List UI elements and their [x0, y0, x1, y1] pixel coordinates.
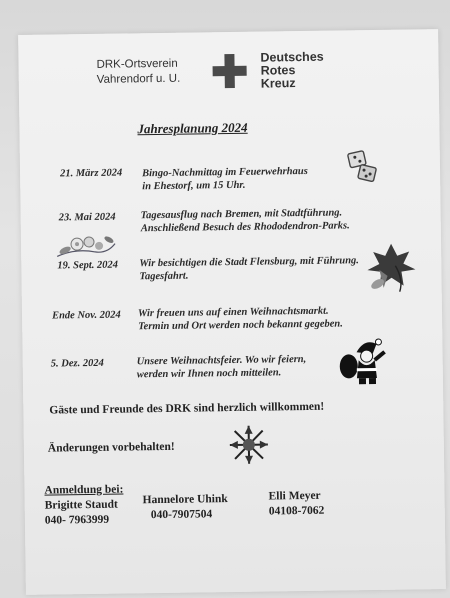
changes-notice: Änderungen vorbehalten! — [47, 440, 175, 455]
dice-icon — [346, 148, 381, 188]
event-line: Unsere Weihnachtsfeier. Wo wir feiern, — [136, 353, 307, 368]
event-line: Wir freuen uns auf einen Weihnachtsmarkt. — [137, 305, 329, 320]
event-date: Ende Nov. 2024 — [51, 309, 121, 322]
contact-elli — [268, 489, 324, 520]
contact-brigitte — [45, 498, 119, 529]
event-description — [142, 165, 308, 193]
snowflake-icon — [228, 423, 271, 466]
event-line: Termin und Ort werden noch bekannt gegeben. — [138, 318, 343, 333]
document-sheet — [18, 29, 446, 595]
event-line: Tagesausflug nach Bremen, mit Stadtführung. — [140, 207, 343, 222]
registration-label: Anmeldung bei: — [44, 483, 124, 497]
event-date: 5. Dez. 2024 — [50, 357, 104, 370]
event-date: 19. Sept. 2024 — [57, 259, 119, 272]
event-line: Wir besichtigen die Stadt Flensburg, mit Führung. — [139, 255, 359, 270]
event-line: in Ehestorf, um 15 Uhr. — [142, 179, 246, 193]
org-line-2: Vahrendorf u. U. — [96, 72, 181, 86]
contact-phone: 04108-7062 — [268, 504, 325, 518]
event-line: Tagesfahrt. — [139, 270, 189, 283]
page-title: Jahresplanung 2024 — [137, 119, 248, 137]
contact-hannelore — [143, 492, 229, 523]
event-line: Anschließend Besuch des Rhododendron-Parks. — [140, 220, 350, 235]
brand-line-2: Rotes — [260, 62, 296, 78]
red-cross-logo-icon — [212, 54, 246, 88]
event-description — [137, 353, 307, 381]
event-date: 21. März 2024 — [59, 167, 123, 180]
event-line: werden wir Ihnen noch mitteilen. — [136, 367, 282, 381]
contact-name: Elli Meyer — [268, 489, 321, 503]
event-description — [138, 304, 343, 333]
contact-phone: 040-7907504 — [150, 508, 213, 522]
contact-name: Hannelore Uhink — [142, 493, 228, 507]
autumn-leaves-icon — [365, 239, 418, 294]
welcome-text: Gäste und Freunde des DRK sind herzlich willkommen! — [49, 400, 325, 417]
contact-name: Brigitte Staudt — [44, 498, 118, 512]
santa-claus-icon — [338, 334, 391, 387]
brand-line-1: Deutsches — [260, 49, 324, 65]
org-name — [96, 56, 202, 87]
event-description — [141, 206, 350, 235]
brand-line-3: Kreuz — [260, 75, 296, 91]
brand-name — [260, 50, 324, 90]
letterhead — [96, 49, 324, 94]
event-line: Bingo-Nachmittag im Feuerwehrhaus — [141, 165, 308, 180]
event-description — [139, 254, 359, 283]
event-date: 23. Mai 2024 — [58, 211, 116, 224]
flowers-icon — [55, 230, 117, 261]
contact-phone: 040- 7963999 — [44, 513, 110, 527]
org-line-1: DRK-Ortsverein — [96, 57, 178, 71]
